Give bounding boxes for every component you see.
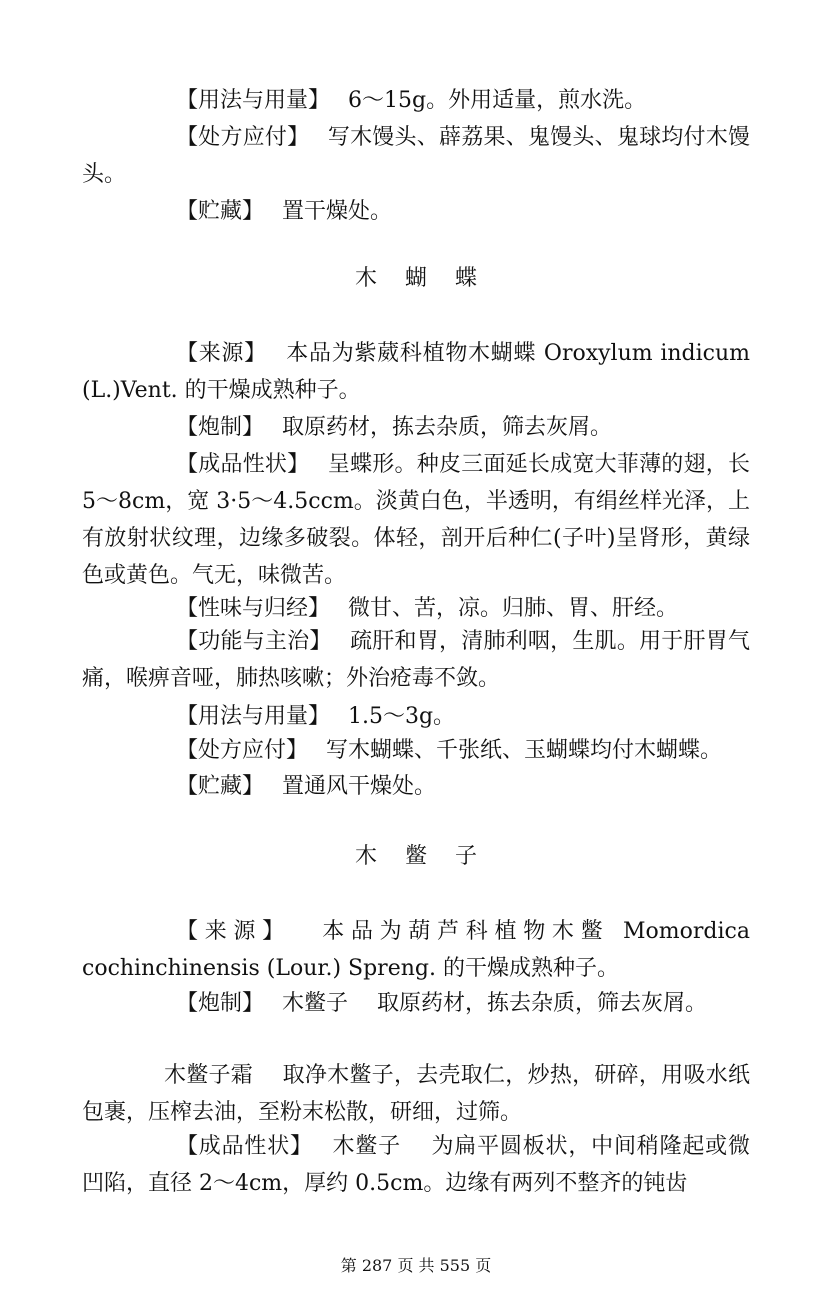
storage-para: 【贮藏】 置通风干燥处。 [176,774,436,799]
traits-para: 【成品性状】 木鳖子 为扁平圆板状，中间稍隆起或微凹陷，直径 2～4cm，厚约 0.5cm。边缘有两列不整齐的钝齿 [82,1134,750,1196]
frost-para: 木鳖子霜 取净木鳖子，去壳取仁，炒热，研碎，用吸水纸包裹，压榨去油，至粉末松散，研细，过筛。 [82,1063,750,1125]
source-para: 【来源】 本品为葫芦科植物木鳖 Momordica cochinchinensis (Lour.) Spreng. 的干燥成熟种子。 [82,919,750,981]
section-title-mu-bie-zi: 木 鳖 子 [354,844,478,869]
usage-dosage-para: 【用法与用量】 6～15g。外用适量，煎水洗。 [176,88,647,113]
page-footer: 第 287 页 共 555 页 [340,1256,492,1275]
traits-para: 【成品性状】 呈蝶形。种皮三面延长成宽大菲薄的翅，长 5～8cm，宽 3·5～4.5ccm。淡黄白色，半透明，有绢丝样光泽，上有放射状纹理，边缘多破裂。体轻，剖开后种仁(子叶)呈肾形，黄绿色或黄色。气无，味微苦。 [82,452,750,588]
usage-dosage-para: 【用法与用量】 1.5～3g。 [176,704,456,729]
nature-para: 【性味与归经】 微甘、苦，凉。归肺、胃、肝经。 [176,596,678,621]
source-para: 【来源】 本品为紫葳科植物木蝴蝶 Oroxylum indicum (L.)Vent. 的干燥成熟种子。 [82,341,750,403]
function-para: 【功能与主治】 疏肝和胃，清肺利咽，生肌。用于肝胃气痛，喉痹音哑，肺热咳嗽；外治疮毒不敛。 [82,629,750,691]
prescription-para: 【处方应付】 写木蝴蝶、千张纸、玉蝴蝶均付木蝴蝶。 [176,738,722,763]
processing-para: 【炮制】 木鳖子 取原药材，拣去杂质，筛去灰屑。 [176,991,707,1016]
processing-para: 【炮制】 取原药材，拣去杂质，筛去灰屑。 [176,415,612,440]
prescription-para: 【处方应付】 写木馒头、薜荔果、鬼馒头、鬼球均付木馒头。 [82,125,750,187]
storage-para: 【贮藏】 置干燥处。 [176,199,392,224]
section-title-mu-hu-die: 木 蝴 蝶 [354,266,478,291]
